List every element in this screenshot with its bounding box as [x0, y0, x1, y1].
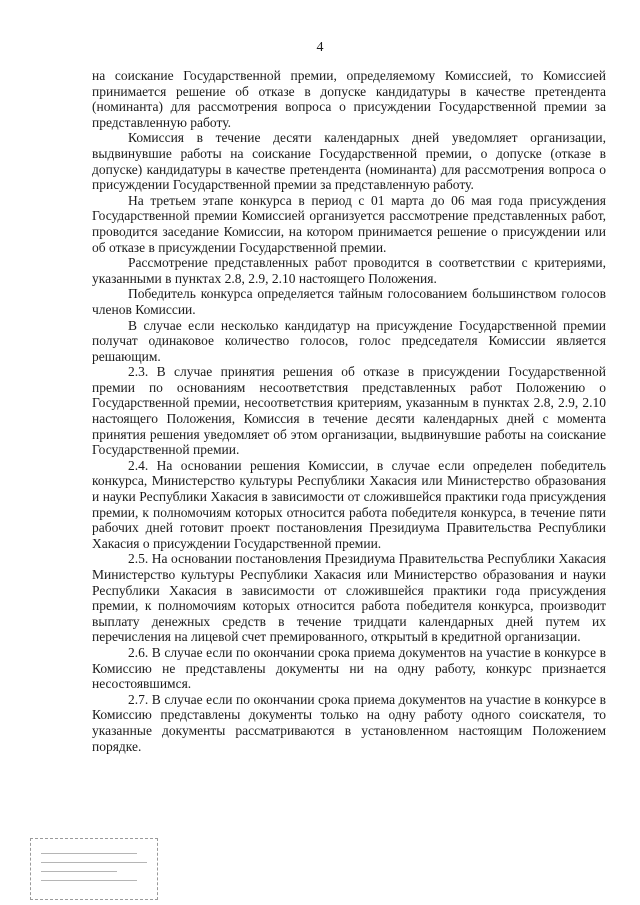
stamp-line: [41, 853, 137, 854]
paragraph-winner-vote: Победитель конкурса определяется тайным голосованием большинством голосов членов Комиссии.: [92, 286, 606, 317]
paragraph-2-5: 2.5. На основании постановления Президиума Правительства Республики Хакасия Министерство культуры Республики Хакасия или Министерство образования и науки Республики Хакасия в зависимости от сложившейся практики года присуждения премии, к полномочиям которых относится работа победителя конкурса, производит выплату денежных средств в течение тридцати календарных дней путем их перечисления на лицевой счет премированного, открытый в кредитной организации.: [92, 551, 606, 645]
stamp-line: [41, 880, 137, 881]
paragraph-tie-vote: В случае если несколько кандидатур на присуждение Государственной премии получат одинаковое количество голосов, голос председателя Комиссии является решающим.: [92, 317, 606, 364]
registration-stamp: [30, 838, 158, 900]
paragraph-2-4: 2.4. На основании решения Комиссии, в случае если определен победитель конкурса, Министерство культуры Республики Хакасия или Министерство образования и науки Республики Хакасия в зависимости от сложившейся практики года присуждения премии, к полномочиям которых относится работа победителя конкурса, в течение пяти рабочих дней готовит проект постановления Президиума Правительства Республики Хакасия о присуждении Государственной премии.: [92, 457, 606, 551]
paragraph-continuation: на соискание Государственной премии, определяемому Комиссией, то Комиссией принимается решение об отказе в допуске кандидатуры в качестве претендента (номинанта) для рассмотрения вопроса о присуждении Государственной премии за представленную работу.: [92, 68, 606, 130]
paragraph-review-criteria: Рассмотрение представленных работ проводится в соответствии с критериями, указанными в пунктах 2.8, 2.9, 2.10 настоящего Положения.: [92, 255, 606, 286]
paragraph-2-6: 2.6. В случае если по окончании срока приема документов на участие в конкурсе в Комиссию не представлены документы ни на одну работу, конкурс признается несостоявшимся.: [92, 644, 606, 692]
paragraph-third-stage: На третьем этапе конкурса в период с 01 марта до 06 мая года присуждения Государственной премии Комиссией организуется рассмотрение представленных работ, проводится заседание Комиссии, на котором принимается решение о присуждении или об отказе в присуждении Государственной премии.: [92, 192, 606, 255]
page-number: 4: [316, 40, 324, 55]
document-body: [92, 68, 606, 754]
stamp-line: [41, 862, 147, 863]
paragraph-2-7: 2.7. В случае если по окончании срока приема документов на участие в конкурсе в Комиссию представлены документы только на одну работу одного соискателя, то указанные документы рассматриваются в установленном настоящим Положением порядке.: [92, 691, 606, 754]
stamp-line: [41, 871, 117, 872]
paragraph-2-3: 2.3. В случае принятия решения об отказе в присуждении Государственной премии по основаниям несоответствия представленных работ Положению о Государственной премии, несоответствия критериям, указанным в пунктах 2.8, 2.9, 2.10 настоящего Положения, Комиссия в течение десяти календарных дней с момента принятия решения уведомляет об этом организации, выдвинувшие работы на соискание Государственной премии.: [92, 364, 606, 458]
paragraph-notification: Комиссия в течение десяти календарных дней уведомляет организации, выдвинувшие работы на соискание Государственной премии, о допуске (отказе в допуске) кандидатуры в качестве претендента (номинанта) для рассмотрения вопроса о присуждении Государственной премии за представленную работу.: [92, 130, 606, 193]
